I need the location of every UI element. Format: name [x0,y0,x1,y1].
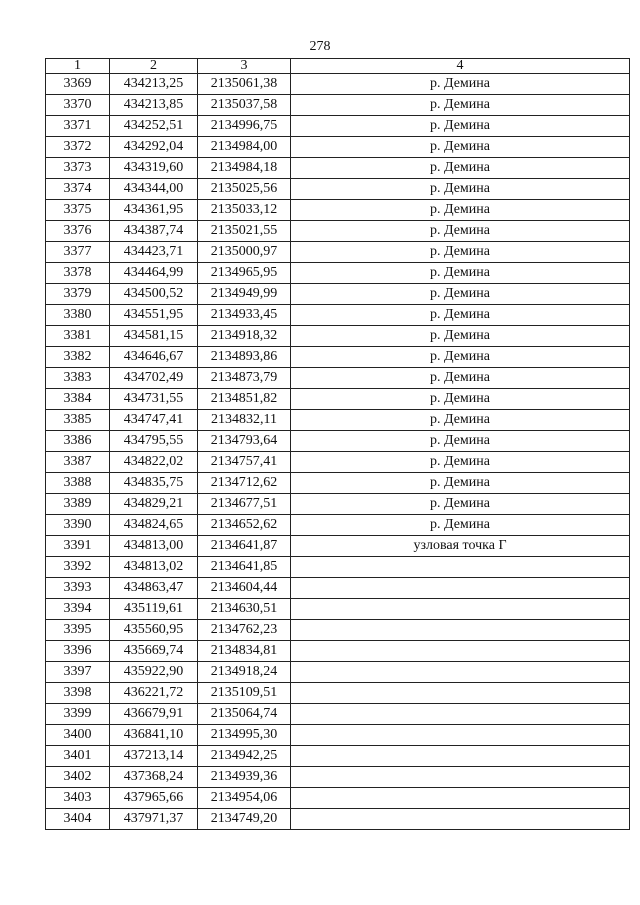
description-cell: р. Демина [291,389,630,410]
x-coordinate-cell: 434824,65 [110,515,198,536]
table-body [46,74,630,830]
x-coordinate-cell: 434581,15 [110,326,198,347]
table-row [46,473,630,494]
x-coordinate-cell: 434822,02 [110,452,198,473]
y-coordinate-cell: 2134893,86 [198,347,291,368]
description-cell: р. Демина [291,263,630,284]
table-row [46,179,630,200]
y-coordinate-cell: 2134712,62 [198,473,291,494]
coordinates-table [45,58,630,830]
x-coordinate-cell: 435669,74 [110,641,198,662]
description-cell: р. Демина [291,431,630,452]
description-cell [291,767,630,788]
y-coordinate-cell: 2134996,75 [198,116,291,137]
description-cell: р. Демина [291,515,630,536]
point-number-cell: 3375 [46,200,110,221]
table-row [46,767,630,788]
y-coordinate-cell: 2134677,51 [198,494,291,515]
table-row [46,200,630,221]
table-row [46,305,630,326]
y-coordinate-cell: 2134965,95 [198,263,291,284]
point-number-cell: 3388 [46,473,110,494]
table-row [46,137,630,158]
point-number-cell: 3403 [46,788,110,809]
point-number-cell: 3394 [46,599,110,620]
x-coordinate-cell: 435922,90 [110,662,198,683]
y-coordinate-cell: 2135061,38 [198,74,291,95]
table-row [46,263,630,284]
y-coordinate-cell: 2134652,62 [198,515,291,536]
y-coordinate-cell: 2135064,74 [198,704,291,725]
x-coordinate-cell: 434423,71 [110,242,198,263]
table-row [46,389,630,410]
description-cell [291,704,630,725]
x-coordinate-cell: 435119,61 [110,599,198,620]
x-coordinate-cell: 434646,67 [110,347,198,368]
y-coordinate-cell: 2134984,18 [198,158,291,179]
point-number-cell: 3380 [46,305,110,326]
y-coordinate-cell: 2134949,99 [198,284,291,305]
table-row [46,620,630,641]
column-header-3: 3 [198,59,291,74]
point-number-cell: 3399 [46,704,110,725]
table-row [46,809,630,830]
description-cell [291,746,630,767]
x-coordinate-cell: 437965,66 [110,788,198,809]
table-row [46,431,630,452]
x-coordinate-cell: 434213,85 [110,95,198,116]
point-number-cell: 3390 [46,515,110,536]
x-coordinate-cell: 434795,55 [110,431,198,452]
point-number-cell: 3385 [46,410,110,431]
column-header-1: 1 [46,59,110,74]
table-row [46,788,630,809]
y-coordinate-cell: 2134834,81 [198,641,291,662]
point-number-cell: 3392 [46,557,110,578]
y-coordinate-cell: 2134918,24 [198,662,291,683]
point-number-cell: 3396 [46,641,110,662]
table-row [46,410,630,431]
description-cell [291,599,630,620]
y-coordinate-cell: 2134749,20 [198,809,291,830]
point-number-cell: 3386 [46,431,110,452]
point-number-cell: 3371 [46,116,110,137]
x-coordinate-cell: 434813,00 [110,536,198,557]
x-coordinate-cell: 434747,41 [110,410,198,431]
description-cell [291,683,630,704]
point-number-cell: 3383 [46,368,110,389]
point-number-cell: 3374 [46,179,110,200]
y-coordinate-cell: 2134954,06 [198,788,291,809]
x-coordinate-cell: 435560,95 [110,620,198,641]
y-coordinate-cell: 2134918,32 [198,326,291,347]
point-number-cell: 3382 [46,347,110,368]
description-cell [291,641,630,662]
point-number-cell: 3391 [46,536,110,557]
x-coordinate-cell: 436221,72 [110,683,198,704]
table-row [46,536,630,557]
x-coordinate-cell: 437971,37 [110,809,198,830]
x-coordinate-cell: 434387,74 [110,221,198,242]
x-coordinate-cell: 434835,75 [110,473,198,494]
x-coordinate-cell: 437368,24 [110,767,198,788]
point-number-cell: 3393 [46,578,110,599]
y-coordinate-cell: 2135033,12 [198,200,291,221]
table-header-row [46,59,630,74]
x-coordinate-cell: 434813,02 [110,557,198,578]
y-coordinate-cell: 2134832,11 [198,410,291,431]
x-coordinate-cell: 434464,99 [110,263,198,284]
description-cell: р. Демина [291,473,630,494]
y-coordinate-cell: 2135109,51 [198,683,291,704]
y-coordinate-cell: 2134604,44 [198,578,291,599]
table-row [46,452,630,473]
description-cell [291,620,630,641]
table-row [46,95,630,116]
table-row [46,746,630,767]
y-coordinate-cell: 2134641,87 [198,536,291,557]
point-number-cell: 3378 [46,263,110,284]
x-coordinate-cell: 434344,00 [110,179,198,200]
description-cell: р. Демина [291,137,630,158]
table-row [46,347,630,368]
column-header-2: 2 [110,59,198,74]
description-cell: р. Демина [291,95,630,116]
point-number-cell: 3401 [46,746,110,767]
y-coordinate-cell: 2134793,64 [198,431,291,452]
y-coordinate-cell: 2134995,30 [198,725,291,746]
table-row [46,116,630,137]
description-cell: р. Демина [291,242,630,263]
description-cell [291,788,630,809]
page-number: 278 [309,39,331,54]
description-cell [291,557,630,578]
point-number-cell: 3379 [46,284,110,305]
table-row [46,641,630,662]
x-coordinate-cell: 436841,10 [110,725,198,746]
description-cell: р. Демина [291,410,630,431]
table-row [46,284,630,305]
x-coordinate-cell: 434361,95 [110,200,198,221]
point-number-cell: 3369 [46,74,110,95]
x-coordinate-cell: 437213,14 [110,746,198,767]
y-coordinate-cell: 2135037,58 [198,95,291,116]
y-coordinate-cell: 2134630,51 [198,599,291,620]
point-number-cell: 3402 [46,767,110,788]
table-row [46,368,630,389]
table-row [46,494,630,515]
x-coordinate-cell: 434500,52 [110,284,198,305]
description-cell: р. Демина [291,221,630,242]
description-cell: р. Демина [291,116,630,137]
x-coordinate-cell: 434292,04 [110,137,198,158]
y-coordinate-cell: 2134873,79 [198,368,291,389]
table-row [46,662,630,683]
table-row [46,74,630,95]
table-row [46,683,630,704]
point-number-cell: 3389 [46,494,110,515]
x-coordinate-cell: 434213,25 [110,74,198,95]
point-number-cell: 3370 [46,95,110,116]
description-cell: р. Демина [291,284,630,305]
table-row [46,704,630,725]
x-coordinate-cell: 434252,51 [110,116,198,137]
description-cell [291,662,630,683]
point-number-cell: 3400 [46,725,110,746]
x-coordinate-cell: 436679,91 [110,704,198,725]
description-cell: р. Демина [291,452,630,473]
point-number-cell: 3384 [46,389,110,410]
y-coordinate-cell: 2134757,41 [198,452,291,473]
description-cell: р. Демина [291,347,630,368]
description-cell: р. Демина [291,179,630,200]
x-coordinate-cell: 434731,55 [110,389,198,410]
y-coordinate-cell: 2134641,85 [198,557,291,578]
description-cell: р. Демина [291,74,630,95]
column-header-4: 4 [291,59,630,74]
table-row [46,578,630,599]
table-row [46,221,630,242]
description-cell: р. Демина [291,305,630,326]
description-cell: р. Демина [291,368,630,389]
table-row [46,557,630,578]
y-coordinate-cell: 2134942,25 [198,746,291,767]
description-cell: р. Демина [291,200,630,221]
description-cell: р. Демина [291,326,630,347]
table-row [46,242,630,263]
description-cell [291,725,630,746]
x-coordinate-cell: 434551,95 [110,305,198,326]
description-cell: р. Демина [291,494,630,515]
description-cell [291,578,630,599]
table-row [46,158,630,179]
description-cell [291,809,630,830]
point-number-cell: 3404 [46,809,110,830]
table-row [46,725,630,746]
y-coordinate-cell: 2135000,97 [198,242,291,263]
y-coordinate-cell: 2134939,36 [198,767,291,788]
y-coordinate-cell: 2134933,45 [198,305,291,326]
table-row [46,515,630,536]
table-row [46,599,630,620]
x-coordinate-cell: 434319,60 [110,158,198,179]
point-number-cell: 3397 [46,662,110,683]
y-coordinate-cell: 2134851,82 [198,389,291,410]
x-coordinate-cell: 434863,47 [110,578,198,599]
point-number-cell: 3381 [46,326,110,347]
x-coordinate-cell: 434702,49 [110,368,198,389]
description-cell: р. Демина [291,158,630,179]
description-cell: узловая точка Г [291,536,630,557]
point-number-cell: 3377 [46,242,110,263]
point-number-cell: 3395 [46,620,110,641]
point-number-cell: 3373 [46,158,110,179]
x-coordinate-cell: 434829,21 [110,494,198,515]
point-number-cell: 3387 [46,452,110,473]
point-number-cell: 3398 [46,683,110,704]
table-row [46,326,630,347]
y-coordinate-cell: 2135021,55 [198,221,291,242]
y-coordinate-cell: 2135025,56 [198,179,291,200]
point-number-cell: 3372 [46,137,110,158]
y-coordinate-cell: 2134984,00 [198,137,291,158]
point-number-cell: 3376 [46,221,110,242]
y-coordinate-cell: 2134762,23 [198,620,291,641]
